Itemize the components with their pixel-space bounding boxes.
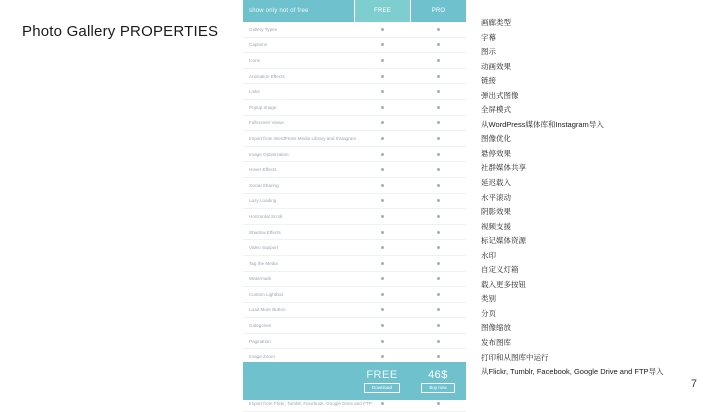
free-cell <box>354 240 410 255</box>
table-header-free: FREE <box>354 0 410 22</box>
free-cell <box>354 38 410 53</box>
feature-comparison-table <box>243 0 466 407</box>
pro-cell <box>410 272 466 287</box>
check-dot-icon <box>437 184 440 187</box>
feature-label: Fullscreen Views <box>249 120 284 126</box>
check-dot-icon <box>381 43 384 46</box>
check-dot-icon <box>437 340 440 343</box>
pricing-free-column <box>354 362 410 400</box>
check-dot-icon <box>381 184 384 187</box>
annotation-item: 发布图库 <box>481 338 511 348</box>
annotation-item: 图像缩放 <box>481 323 511 333</box>
check-dot-icon <box>437 215 440 218</box>
table-row <box>243 131 466 147</box>
annotation-item: 阴影效果 <box>481 207 511 217</box>
check-dot-icon <box>381 231 384 234</box>
check-dot-icon <box>437 28 440 31</box>
annotation-item: 从Flickr, Tumblr, Facebook, Google Drive and FTP导入 <box>481 367 664 377</box>
table-header-label: show only not of free <box>243 0 354 22</box>
feature-label: Import from WordPress Media Library and Instagram <box>249 135 357 141</box>
table-row <box>243 162 466 178</box>
pricing-footer <box>243 362 466 400</box>
free-cell <box>354 69 410 84</box>
table-row <box>243 272 466 288</box>
pro-cell <box>410 334 466 349</box>
pro-cell <box>410 53 466 68</box>
feature-label: Load More Button <box>249 307 286 313</box>
table-row <box>243 53 466 69</box>
annotation-item: 类别 <box>481 294 496 304</box>
check-dot-icon <box>381 293 384 296</box>
free-cell <box>354 256 410 271</box>
check-dot-icon <box>381 340 384 343</box>
check-dot-icon <box>437 121 440 124</box>
table-row <box>243 209 466 225</box>
check-dot-icon <box>437 355 440 358</box>
table-row <box>243 69 466 85</box>
annotation-item: 悬停效果 <box>481 148 511 158</box>
table-row <box>243 194 466 210</box>
feature-label: Lazy Loading <box>249 198 277 204</box>
table-row <box>243 240 466 256</box>
check-dot-icon <box>381 308 384 311</box>
annotation-item: 动画效果 <box>481 61 511 71</box>
check-dot-icon <box>437 106 440 109</box>
check-dot-icon <box>437 277 440 280</box>
check-dot-icon <box>381 324 384 327</box>
check-dot-icon <box>437 293 440 296</box>
free-cell <box>354 209 410 224</box>
check-dot-icon <box>437 153 440 156</box>
check-dot-icon <box>437 137 440 140</box>
feature-label: Tag the Media <box>249 260 278 266</box>
check-dot-icon <box>437 402 440 405</box>
check-dot-icon <box>381 137 384 140</box>
check-dot-icon <box>381 199 384 202</box>
check-dot-icon <box>437 75 440 78</box>
table-row <box>243 318 466 334</box>
check-dot-icon <box>437 246 440 249</box>
pro-cell <box>410 303 466 318</box>
feature-label: Categories <box>249 323 272 329</box>
free-cell <box>354 287 410 302</box>
free-cell <box>354 100 410 115</box>
feature-label: Pagination <box>249 338 271 344</box>
check-dot-icon <box>381 262 384 265</box>
free-cell <box>354 147 410 162</box>
annotation-item: 从WordPress媒体库和Instagram导入 <box>481 119 604 129</box>
annotation-item: 分页 <box>481 308 496 318</box>
feature-label: Image Zoom <box>249 354 275 360</box>
check-dot-icon <box>437 262 440 265</box>
check-dot-icon <box>381 402 384 405</box>
pro-cell <box>410 225 466 240</box>
annotation-item: 链接 <box>481 76 496 86</box>
check-dot-icon <box>437 231 440 234</box>
table-row <box>243 225 466 241</box>
annotation-item: 社群媒体共享 <box>481 163 526 173</box>
feature-label: Import from Flickr, Tumblr, Facebook, Google Drive and FTP <box>249 401 372 407</box>
feature-label: Popup Image <box>249 104 277 110</box>
pro-cell <box>410 287 466 302</box>
annotation-item: 水平滚动 <box>481 192 511 202</box>
check-dot-icon <box>381 59 384 62</box>
feature-label: Animation Effects <box>249 73 285 79</box>
table-header-pro: PRO <box>410 0 466 22</box>
check-dot-icon <box>437 59 440 62</box>
pro-cell <box>410 22 466 37</box>
pro-cell <box>410 38 466 53</box>
check-dot-icon <box>437 90 440 93</box>
annotation-item: 打印和从图库中运行 <box>481 352 549 362</box>
pro-cell <box>410 194 466 209</box>
check-dot-icon <box>381 75 384 78</box>
pro-cell <box>410 240 466 255</box>
pro-cell <box>410 69 466 84</box>
free-cell <box>354 162 410 177</box>
check-dot-icon <box>381 277 384 280</box>
annotation-item: 标记媒体资源 <box>481 236 526 246</box>
pro-cell <box>410 100 466 115</box>
page-title: Photo Gallery PROPERTIES <box>22 23 219 40</box>
table-row <box>243 334 466 350</box>
table-row <box>243 100 466 116</box>
feature-label: Gallery Types <box>249 26 277 32</box>
pro-cell <box>410 209 466 224</box>
free-cell <box>354 116 410 131</box>
free-cell <box>354 272 410 287</box>
table-row <box>243 22 466 38</box>
pro-price: 46$ <box>428 368 448 381</box>
annotation-item: 弹出式图像 <box>481 90 519 100</box>
check-dot-icon <box>381 215 384 218</box>
pro-cell <box>410 116 466 131</box>
check-dot-icon <box>381 121 384 124</box>
pro-cell <box>410 162 466 177</box>
check-dot-icon <box>437 308 440 311</box>
free-cell <box>354 84 410 99</box>
download-button[interactable]: Download <box>364 383 400 394</box>
feature-label: Icons <box>249 57 260 63</box>
annotation-item: 全屏模式 <box>481 105 511 115</box>
free-cell <box>354 22 410 37</box>
check-dot-icon <box>381 246 384 249</box>
table-row <box>243 256 466 272</box>
annotation-item: 视频支援 <box>481 221 511 231</box>
check-dot-icon <box>437 43 440 46</box>
check-dot-icon <box>381 355 384 358</box>
table-row <box>243 178 466 194</box>
table-header-row <box>243 0 466 22</box>
feature-label: Watermark <box>249 276 272 282</box>
check-dot-icon <box>381 168 384 171</box>
annotation-item: 字幕 <box>481 32 496 42</box>
pro-cell <box>410 256 466 271</box>
annotation-item: 图像优化 <box>481 134 511 144</box>
page-number: 7 <box>690 378 697 390</box>
check-dot-icon <box>437 199 440 202</box>
free-cell <box>354 318 410 333</box>
table-row <box>243 116 466 132</box>
pro-cell <box>410 178 466 193</box>
table-row <box>243 303 466 319</box>
feature-label: Horizontal Scroll <box>249 213 283 219</box>
annotation-list <box>481 16 706 380</box>
pricing-footer-spacer <box>243 362 354 400</box>
check-dot-icon <box>381 90 384 93</box>
free-cell <box>354 178 410 193</box>
annotation-item: 水印 <box>481 250 496 260</box>
check-dot-icon <box>381 153 384 156</box>
free-cell <box>354 225 410 240</box>
free-cell <box>354 131 410 146</box>
feature-label: Hover Effects <box>249 167 277 173</box>
check-dot-icon <box>381 28 384 31</box>
check-dot-icon <box>437 168 440 171</box>
pro-cell <box>410 84 466 99</box>
table-row <box>243 287 466 303</box>
feature-label: Social Sharing <box>249 182 279 188</box>
feature-label: Image Optimization <box>249 151 289 157</box>
buy-now-button[interactable]: Buy now <box>421 383 454 394</box>
annotation-item: 画廊类型 <box>481 18 511 27</box>
feature-label: Custom Lightbox <box>249 291 284 297</box>
pro-cell <box>410 131 466 146</box>
feature-label: Captions <box>249 42 268 48</box>
annotation-item: 自定义灯箱 <box>481 265 519 275</box>
table-row <box>243 38 466 54</box>
annotation-item: 延迟载入 <box>481 178 511 188</box>
free-cell <box>354 334 410 349</box>
free-cell <box>354 194 410 209</box>
feature-label: Links <box>249 89 260 95</box>
free-cell <box>354 53 410 68</box>
feature-label: Video Support <box>249 245 279 251</box>
table-row <box>243 147 466 163</box>
feature-label: Shadow Effects <box>249 229 281 235</box>
check-dot-icon <box>381 106 384 109</box>
pricing-pro-column <box>410 362 466 400</box>
table-row <box>243 84 466 100</box>
pro-cell <box>410 318 466 333</box>
annotation-item: 图示 <box>481 47 496 57</box>
check-dot-icon <box>437 324 440 327</box>
annotation-item: 载入更多按钮 <box>481 279 526 289</box>
free-cell <box>354 303 410 318</box>
free-price: FREE <box>366 368 398 381</box>
pro-cell <box>410 147 466 162</box>
